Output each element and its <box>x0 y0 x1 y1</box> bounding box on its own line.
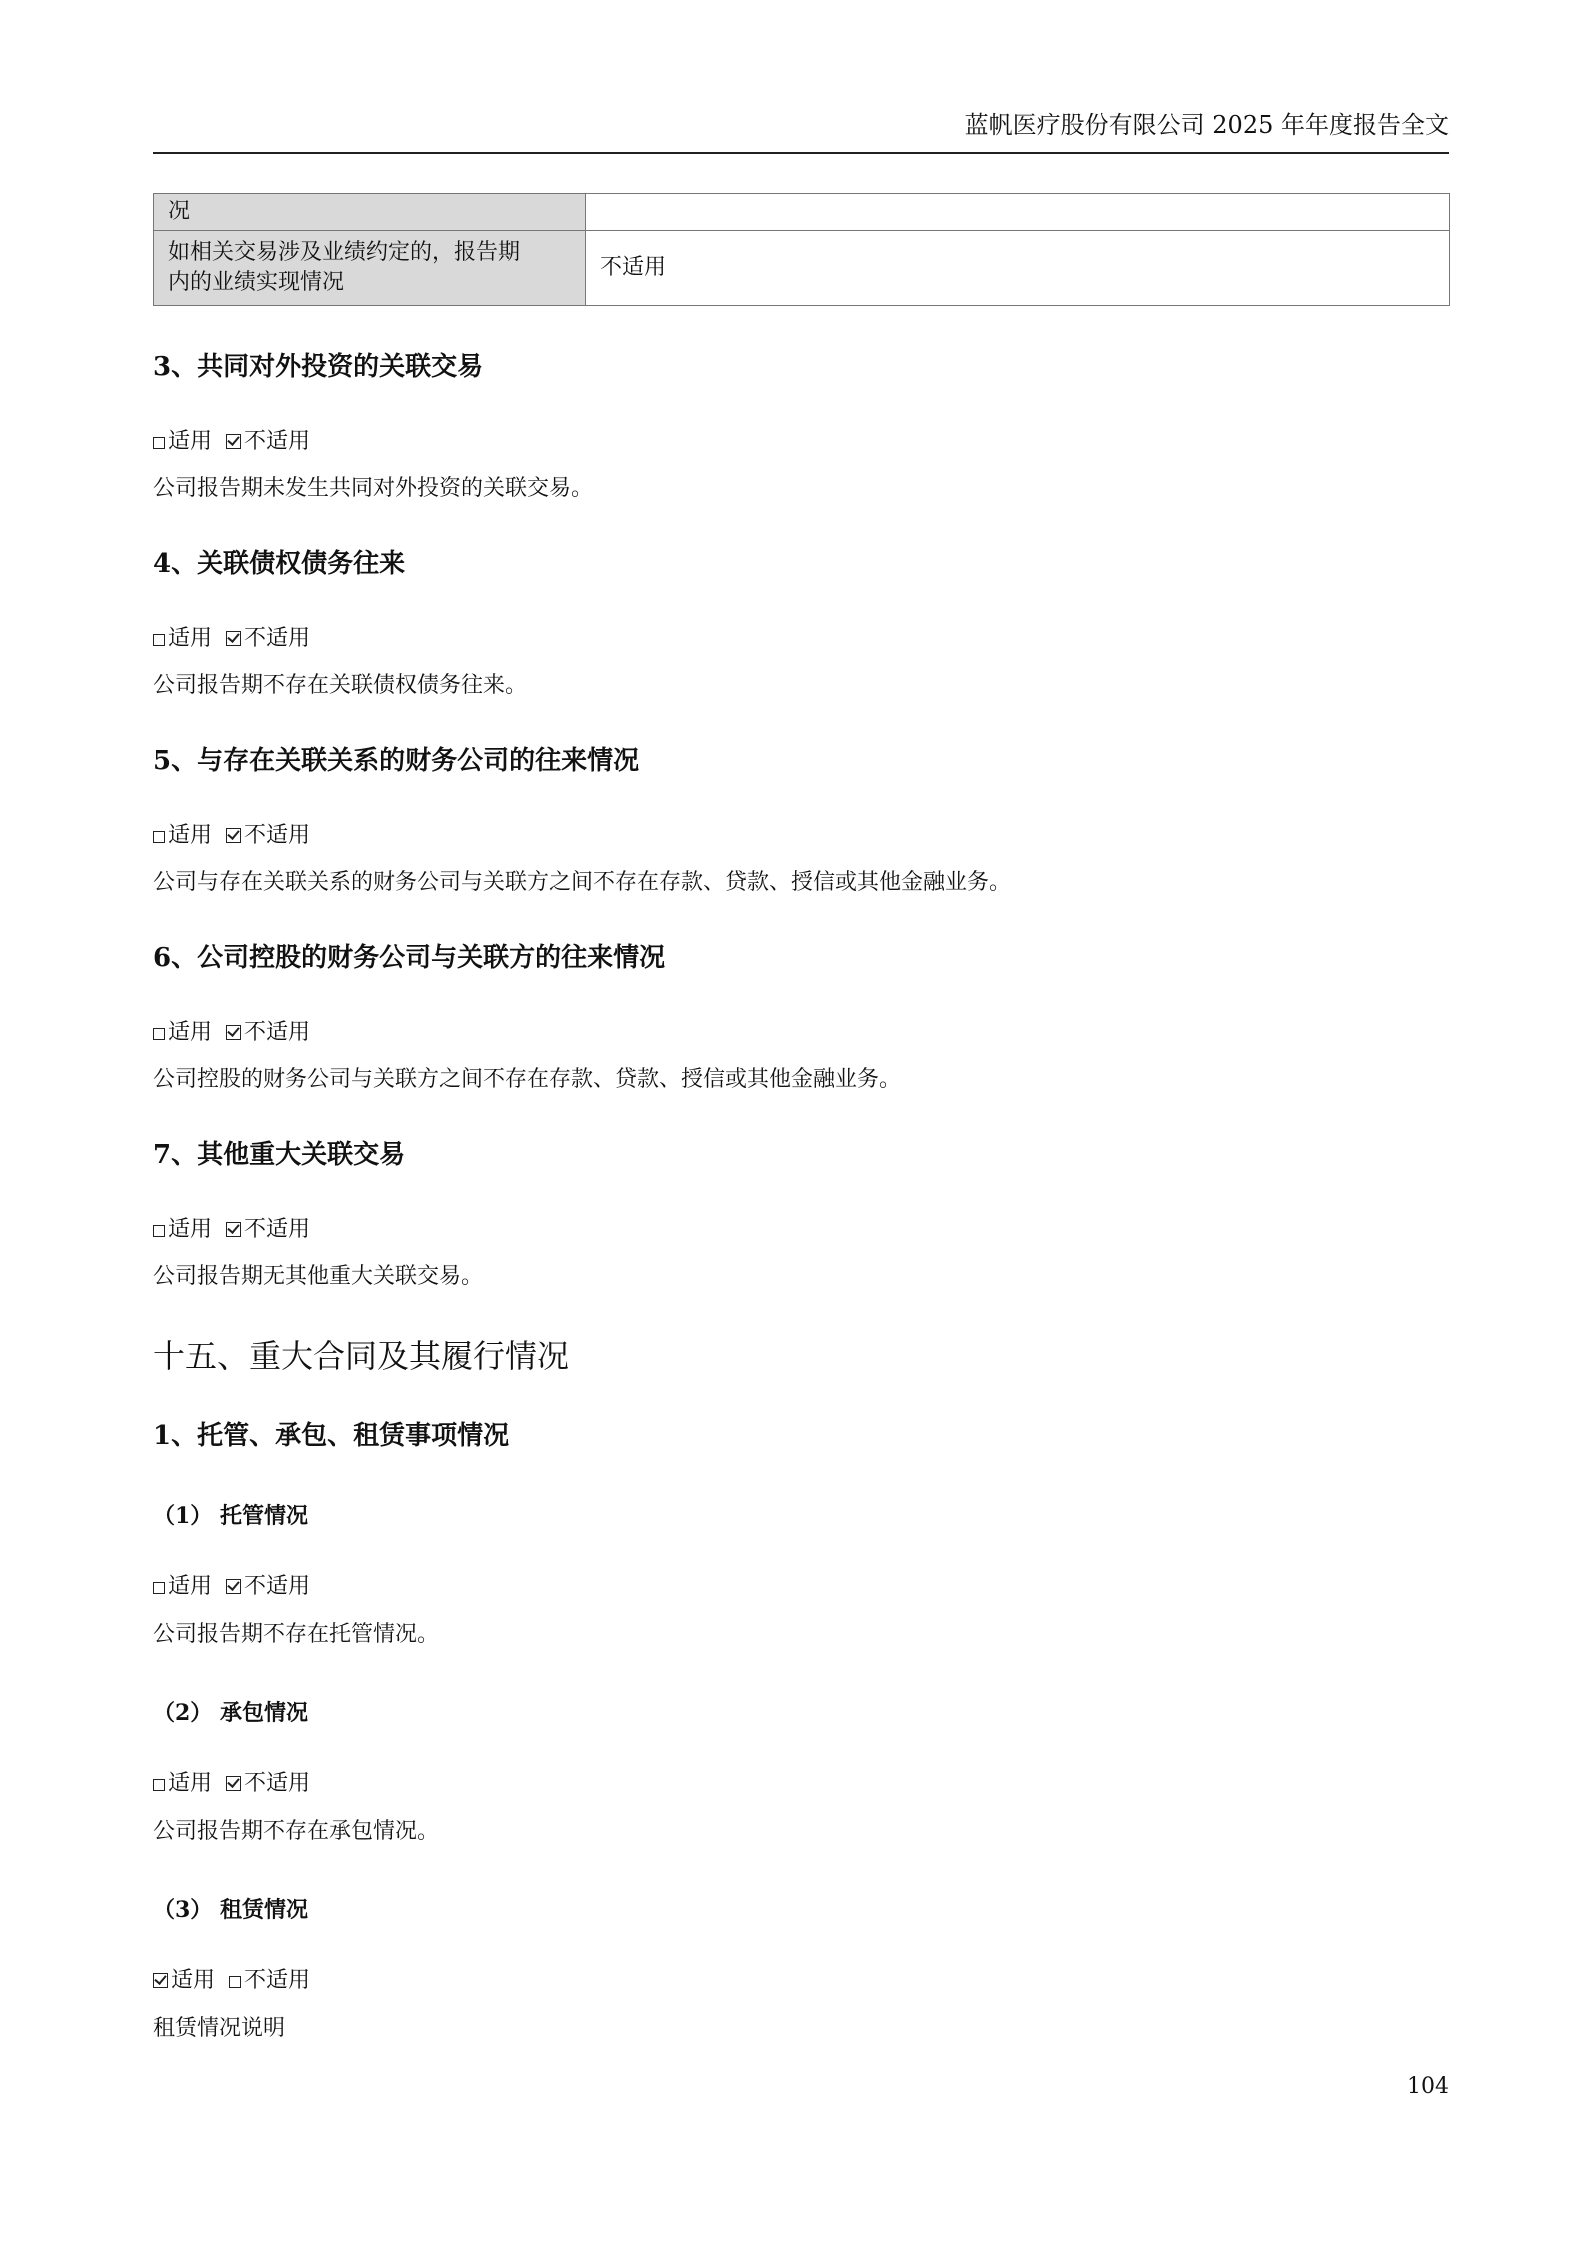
option-not-applicable-label: 不适用 <box>244 429 311 454</box>
option-applicable-label: 适用 <box>168 429 213 454</box>
applicability-options <box>153 1572 310 1602</box>
subsection-heading: （1） 托管情况 <box>153 1503 308 1529</box>
section-text: 公司报告期无其他重大关联交易。 <box>153 1264 484 1289</box>
header-divider <box>153 152 1449 154</box>
checkbox-unchecked-icon <box>153 437 165 449</box>
section-text: 公司报告期不存在承包情况。 <box>153 1819 440 1844</box>
checkbox-checked-icon <box>226 1776 241 1791</box>
section-heading: 5、与存在关联关系的财务公司的往来情况 <box>153 746 640 776</box>
section-heading: 1、托管、承包、租赁事项情况 <box>153 1421 510 1451</box>
table-cell-label-line: 内的业绩实现情况 <box>168 270 345 295</box>
table-cell-label <box>154 231 586 306</box>
section-text: 公司报告期不存在托管情况。 <box>153 1622 440 1647</box>
option-not-applicable-label: 不适用 <box>244 1574 311 1599</box>
option-applicable-label: 适用 <box>168 626 213 651</box>
section-heading: 7、其他重大关联交易 <box>153 1140 406 1170</box>
option-applicable-label: 适用 <box>168 1771 213 1796</box>
checkbox-checked-icon <box>226 631 241 646</box>
applicability-options <box>153 1018 310 1048</box>
chapter-heading: 十五、重大合同及其履行情况 <box>153 1337 570 1375</box>
section-heading: 3、共同对外投资的关联交易 <box>153 352 484 382</box>
page-number: 104 <box>1407 2074 1449 2099</box>
table-row <box>154 194 1450 231</box>
option-applicable-label: 适用 <box>171 1968 216 1993</box>
section-heading: 4、关联债权债务往来 <box>153 549 406 579</box>
option-not-applicable-label: 不适用 <box>244 626 311 651</box>
table-cell-value <box>586 194 1450 231</box>
section-text: 公司报告期不存在关联债权债务往来。 <box>153 673 528 698</box>
option-applicable-label: 适用 <box>168 823 213 848</box>
section-text: 公司与存在关联关系的财务公司与关联方之间不存在存款、贷款、授信或其他金融业务。 <box>153 870 1012 895</box>
option-not-applicable-label: 不适用 <box>244 1771 311 1796</box>
applicability-options <box>153 427 310 457</box>
checkbox-checked-icon <box>226 1579 241 1594</box>
applicability-options <box>153 821 310 851</box>
subsection-heading: （2） 承包情况 <box>153 1700 308 1726</box>
section-text: 公司报告期未发生共同对外投资的关联交易。 <box>153 476 594 501</box>
checkbox-unchecked-icon <box>153 634 165 646</box>
option-not-applicable-label: 不适用 <box>244 1968 311 1993</box>
table-row <box>154 231 1450 306</box>
checkbox-checked-icon <box>153 1973 168 1988</box>
checkbox-unchecked-icon <box>153 1582 165 1594</box>
checkbox-checked-icon <box>226 1222 241 1237</box>
checkbox-checked-icon <box>226 828 241 843</box>
applicability-options <box>153 1215 310 1245</box>
section-text: 租赁情况说明 <box>153 2016 286 2041</box>
checkbox-unchecked-icon <box>153 1779 165 1791</box>
option-not-applicable-label: 不适用 <box>244 1020 311 1045</box>
checkbox-unchecked-icon <box>153 831 165 843</box>
option-applicable-label: 适用 <box>168 1574 213 1599</box>
applicability-options <box>153 624 310 654</box>
option-not-applicable-label: 不适用 <box>244 1217 311 1242</box>
table-cell-label-line: 如相关交易涉及业绩约定的，报告期 <box>168 240 521 265</box>
applicability-options <box>153 1769 310 1799</box>
checkbox-unchecked-icon <box>229 1976 241 1988</box>
checkbox-unchecked-icon <box>153 1225 165 1237</box>
option-applicable-label: 适用 <box>168 1217 213 1242</box>
checkbox-unchecked-icon <box>153 1028 165 1040</box>
checkbox-checked-icon <box>226 1025 241 1040</box>
section-heading: 6、公司控股的财务公司与关联方的往来情况 <box>153 943 666 973</box>
section-text: 公司控股的财务公司与关联方之间不存在存款、贷款、授信或其他金融业务。 <box>153 1067 902 1092</box>
subsection-heading: （3） 租赁情况 <box>153 1897 308 1923</box>
report-header-title: 蓝帆医疗股份有限公司 2025 年年度报告全文 <box>964 111 1449 139</box>
option-not-applicable-label: 不适用 <box>244 823 311 848</box>
related-transaction-table <box>153 193 1450 306</box>
table-cell-label: 况 <box>154 194 586 231</box>
checkbox-checked-icon <box>226 434 241 449</box>
applicability-options <box>153 1966 310 1996</box>
table-cell-value: 不适用 <box>586 231 1450 306</box>
option-applicable-label: 适用 <box>168 1020 213 1045</box>
